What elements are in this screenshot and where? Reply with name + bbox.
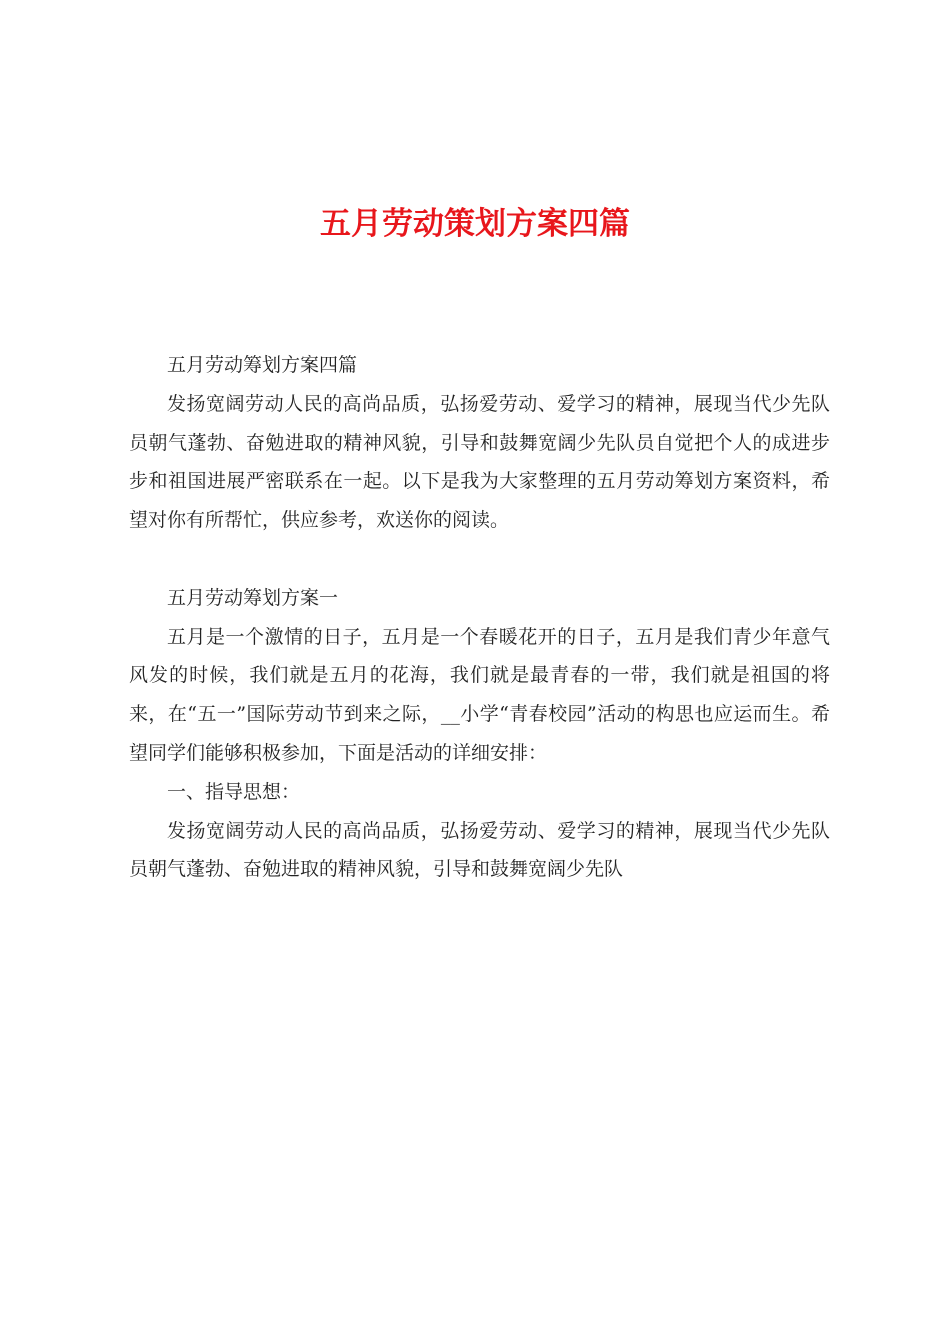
document-body (129, 346, 830, 889)
paragraph-intro: 发扬宽阔劳动人民的高尚品质，弘扬爱劳动、爱学习的精神，展现当代少先队员朝气蓬勃、奋勉进取的精神风貌，引导和鼓舞宽阔少先队员自觉把个人的成进步步和祖国进展严密联系在一起。以下是我为大家整理的五月劳动筹划方案资料，希望对你有所帮忙，供应参考，欢送你的阅读。 (129, 392, 830, 532)
paragraph-section-heading: 五月劳动筹划方案一 (167, 586, 339, 609)
paragraph-subtitle: 五月劳动筹划方案四篇 (167, 354, 358, 376)
paragraph-subheading: 一、指导思想： (167, 780, 301, 803)
paragraph-body-continued: 发扬宽阔劳动人民的高尚品质，弘扬爱劳动、爱学习的精神，展现当代少先队员朝气蓬勃、奋勉进取的精神风貌，引导和鼓舞宽阔少先队 (129, 819, 830, 881)
document-title: 五月劳动策划方案四篇 (320, 206, 630, 242)
paragraph-body: 五月是一个激情的日子，五月是一个春暖花开的日子，五月是我们青少年意气风发的时候，我们就是五月的花海，我们就是最青春的一带，我们就是祖国的将来，在“五一”国际劳动节到来之际，__小学“青春校园”活动的构思也应运而生。希望同学们能够积极参加，下面是活动的详细安排： (129, 625, 830, 764)
